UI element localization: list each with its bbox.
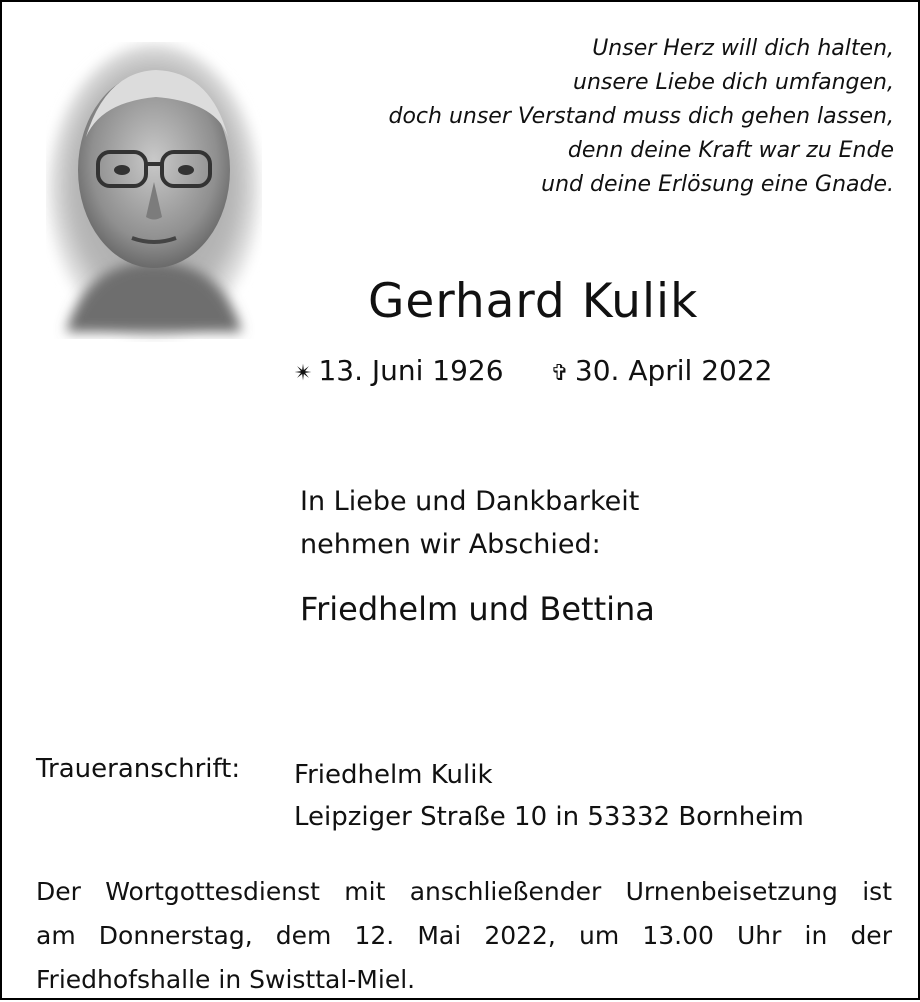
- poem-line: Unser Herz will dich halten,: [592, 36, 894, 61]
- death-date: 30. April 2022: [574, 354, 773, 387]
- service-announcement: [36, 870, 892, 1002]
- service-word: Mai: [417, 921, 462, 950]
- service-line: [36, 914, 892, 958]
- life-dates: [294, 354, 773, 387]
- mourning-address-label: Traueranschrift:: [36, 754, 241, 784]
- service-word: Donnerstag,: [98, 921, 253, 950]
- cross-icon: ✞: [550, 361, 569, 386]
- service-word: ist: [862, 877, 892, 906]
- poem-line: unsere Liebe dich umfangen,: [573, 70, 894, 95]
- service-word: um: [579, 921, 620, 950]
- poem-verse: [389, 32, 895, 202]
- service-word: mit: [344, 877, 386, 906]
- farewell-line: nehmen wir Abschied:: [300, 529, 601, 560]
- service-word: in: [804, 921, 828, 950]
- service-word: 13.00: [642, 921, 714, 950]
- deceased-name: Gerhard Kulik: [368, 274, 699, 329]
- poem-line: und deine Erlösung eine Gnade.: [541, 172, 894, 197]
- service-word: 12.: [354, 921, 395, 950]
- service-word: Urnenbeisetzung: [625, 877, 838, 906]
- service-word: 2022,: [484, 921, 556, 950]
- service-line: [36, 870, 892, 914]
- address-street: Leipziger Straße 10 in 53332 Bornheim: [294, 802, 804, 832]
- birth-date: 13. Juni 1926: [318, 354, 504, 387]
- portrait-photo: [46, 42, 262, 342]
- service-word: Wortgottesdienst: [105, 877, 320, 906]
- family-names: Friedhelm und Bettina: [300, 590, 655, 628]
- poem-line: denn deine Kraft war zu Ende: [567, 138, 894, 163]
- service-word: Uhr: [737, 921, 782, 950]
- service-word: der: [850, 921, 892, 950]
- birth-star-icon: ✴: [294, 361, 313, 386]
- service-word: anschließender: [409, 877, 602, 906]
- service-word: am: [36, 921, 76, 950]
- farewell-text: [300, 480, 639, 566]
- service-line: Friedhofshalle in Swisttal-Miel.: [36, 965, 416, 994]
- mourning-address: [294, 754, 804, 838]
- poem-line: doch unser Verstand muss dich gehen lassen,: [388, 104, 894, 129]
- service-word: Der: [36, 877, 81, 906]
- service-word: dem: [275, 921, 332, 950]
- address-name: Friedhelm Kulik: [294, 760, 493, 790]
- farewell-line: In Liebe und Dankbarkeit: [300, 486, 640, 517]
